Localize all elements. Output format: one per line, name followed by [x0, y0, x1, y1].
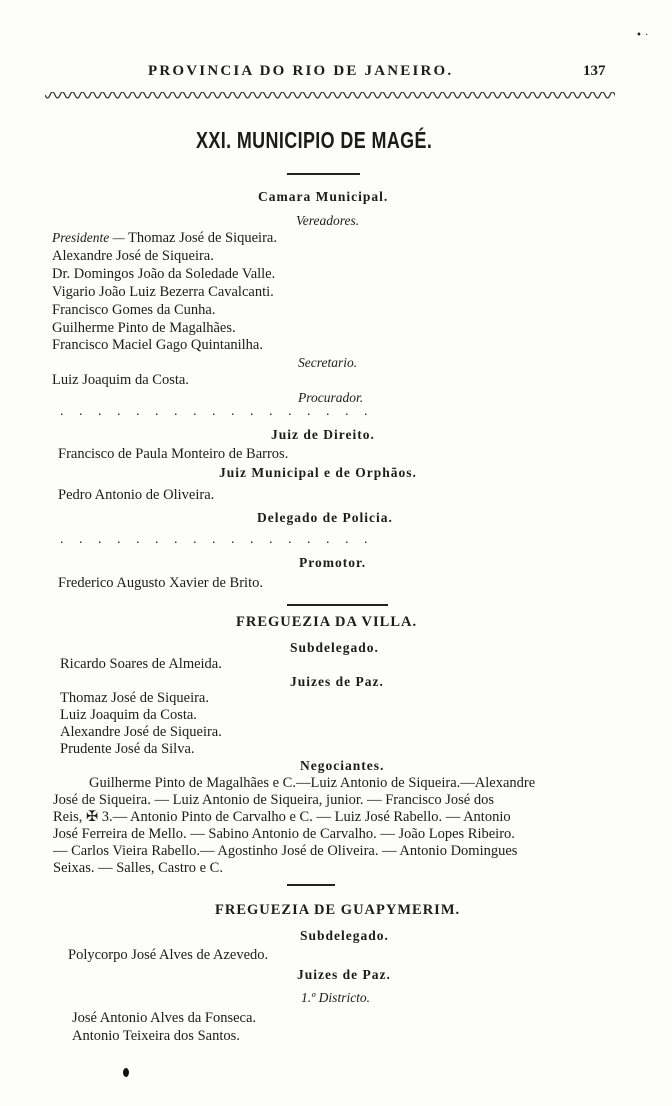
negociantes-line: José de Siqueira. — Luiz Antonio de Siqueira, junior. — Francisco José dos — [53, 792, 494, 808]
guapymerim-heading: FREGUEZIA DE GUAPYMERIM. — [215, 902, 461, 918]
secretario-label: Secretario. — [298, 355, 358, 370]
section-rule — [287, 604, 388, 606]
villa-juiz-item: Alexandre José de Siqueira. — [60, 724, 222, 740]
negociantes-line: Reis, ✠ 3.— Antonio Pinto de Carvalho e C. — Luiz José Rabello. — Antonio — [53, 809, 511, 825]
guapymerim-juizes-label: Juizes de Paz. — [297, 967, 391, 982]
distrito-label: 1.º Districto. — [301, 990, 371, 1005]
juiz-direito-heading: Juiz de Direito. — [271, 427, 375, 442]
promotor-heading: Promotor. — [299, 555, 367, 570]
presidente-label: Presidente — — [52, 230, 125, 245]
guapymerim-subdelegado-name: Polycorpo José Alves de Azevedo. — [68, 947, 269, 963]
villa-heading: FREGUEZIA DA VILLA. — [236, 614, 418, 630]
villa-subdelegado-label: Subdelegado. — [290, 640, 379, 655]
vereadores-label: Vereadores. — [296, 213, 360, 228]
juiz-municipal-name: Pedro Antonio de Oliveira. — [58, 487, 215, 503]
guapymerim-subdelegado-label: Subdelegado. — [300, 928, 389, 943]
running-title: PROVINCIA DO RIO DE JANEIRO. — [148, 63, 454, 79]
vereador-item: Francisco Maciel Gago Quintanilha. — [52, 337, 263, 353]
negociantes-line: — Carlos Vieira Rabello.— Agostinho José de Oliveira. — Antonio Domingues — [53, 843, 518, 859]
vereador-item: Alexandre José de Siqueira. — [52, 248, 214, 264]
guapymerim-juiz-item: Antonio Teixeira dos Santos. — [72, 1028, 240, 1044]
juiz-municipal-heading: Juiz Municipal e de Orphãos. — [219, 465, 417, 480]
vereador-item: Dr. Domingos João da Soledade Valle. — [52, 266, 276, 282]
presidente-line — [52, 230, 277, 247]
guapymerim-juiz-item: José Antonio Alves da Fonseca. — [72, 1010, 257, 1026]
negociantes-label: Negociantes. — [300, 758, 385, 773]
ink-dot — [123, 1068, 129, 1077]
negociantes-line: Seixas. — Salles, Castro e C. — [53, 860, 223, 876]
delegado-dots: ................. — [60, 532, 383, 547]
corner-marks: • · — [636, 30, 649, 41]
vereador-item: Vigario João Luiz Bezerra Cavalcanti. — [52, 284, 274, 300]
villa-juiz-item: Prudente José da Silva. — [60, 741, 195, 757]
promotor-name: Frederico Augusto Xavier de Brito. — [58, 575, 263, 591]
secretario-name: Luiz Joaquim da Costa. — [52, 372, 189, 388]
procurador-label: Procurador. — [298, 390, 364, 405]
villa-subdelegado-name: Ricardo Soares de Almeida. — [60, 656, 222, 672]
negociantes-line: Guilherme Pinto de Magalhães e C.—Luiz Antonio de Siqueira.—Alexandre — [89, 775, 536, 791]
section-rule — [287, 884, 335, 886]
title-rule — [287, 173, 360, 175]
presidente-name: Thomaz José de Siqueira. — [127, 230, 277, 246]
villa-juiz-item: Luiz Joaquim da Costa. — [60, 707, 197, 723]
vereador-item: Francisco Gomes da Cunha. — [52, 302, 216, 318]
villa-juizes-label: Juizes de Paz. — [290, 674, 384, 689]
negociantes-line: José Ferreira de Mello. — Sabino Antonio de Carvalho. — João Lopes Ribeiro. — [53, 826, 515, 842]
delegado-heading: Delegado de Policia. — [257, 510, 393, 525]
page-number: 137 — [583, 63, 606, 79]
wavy-divider — [45, 92, 615, 102]
negociantes-paragraph — [53, 775, 628, 877]
procurador-dots: ................. — [60, 404, 383, 419]
vereador-item: Guilherme Pinto de Magalhães. — [52, 320, 236, 336]
juiz-direito-name: Francisco de Paula Monteiro de Barros. — [58, 446, 289, 462]
villa-juiz-item: Thomaz José de Siqueira. — [60, 690, 209, 706]
page-title: XXI. MUNICIPIO DE MAGÉ. — [196, 127, 433, 153]
camara-heading: Camara Municipal. — [258, 189, 389, 204]
